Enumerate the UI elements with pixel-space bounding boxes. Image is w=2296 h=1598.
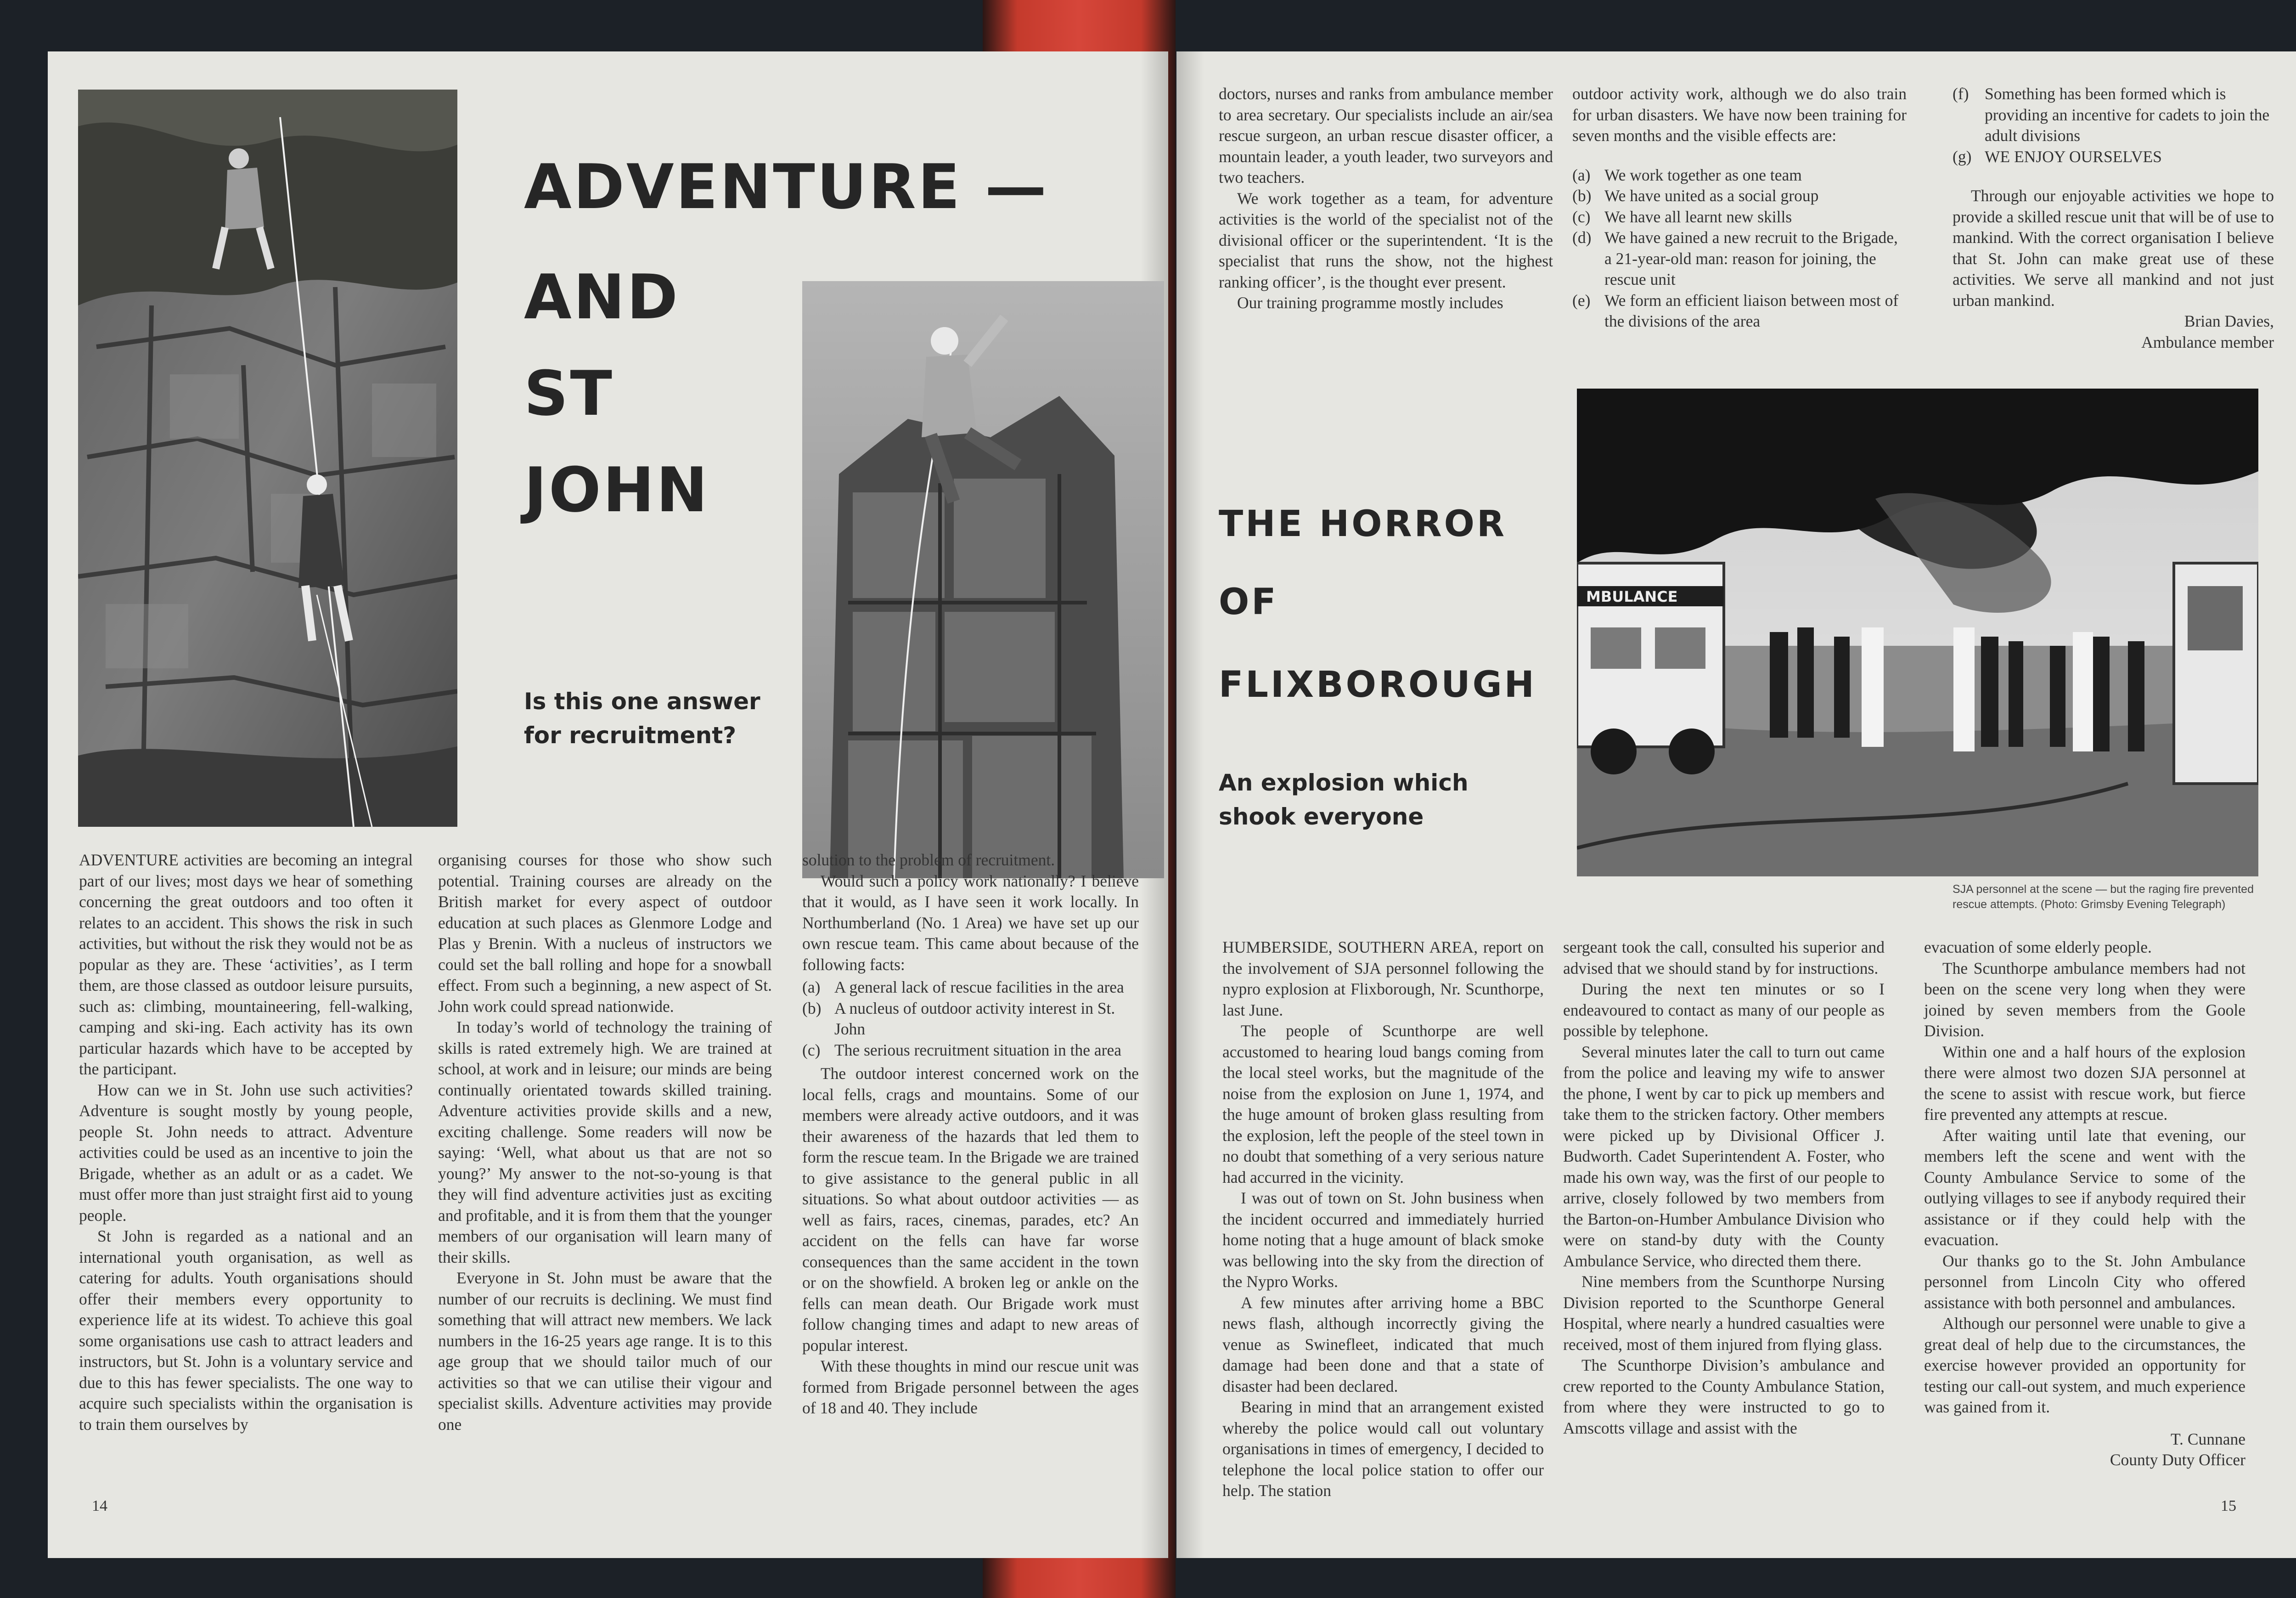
article-column-7 (1222, 937, 1544, 1502)
headline-line-2: AND (524, 261, 680, 333)
climbing-photo-1 (78, 90, 457, 827)
author-role: County Duty Officer (2110, 1451, 2245, 1469)
paragraph: Although our personnel were unable to give a great deal of help due to the circumstances, the exercise however provided an opportunity for testing our call-out system, and much experience was gained from it. (1924, 1314, 2245, 1416)
paragraph: How can we in St. John use such activities? Adventure is sought mostly by young people, people St. John needs to attract. Adventure activities could be used as an incentive to join the Brigade, whether as an adult or as a cadet. We must offer more than just straight first aid to young people. (79, 1080, 413, 1225)
paragraph: Our training programme mostly includes (1237, 294, 1503, 312)
flix-headline-line-3: FLIXBOROUGH (1219, 664, 1536, 706)
photo-caption: SJA personnel at the scene — but the raging fire prevented rescue attempts. (Photo: Grimsby Evening Telegraph) (1953, 883, 2254, 911)
headline-line-4: JOHN (524, 454, 710, 526)
author-name: Brian Davies, (2184, 312, 2274, 330)
flix-headline-line-2: OF (1219, 582, 1278, 623)
paragraph: The Scunthorpe ambulance members had not been on the scene very long when they were joined by seven members from the Goole Division. (1924, 959, 2245, 1040)
paragraph: We work together as a team, for adventure activities is the world of the specialist not of the divisional officer or the superintendent. ‘It is the specialist that runs the show, not the highest ranking officer’, is the thought ever present. (1219, 189, 1553, 291)
article-column-4 (1219, 84, 1553, 314)
list-item: (f) Something has been formed which is providing an incentive for cadets to join the adult divisions (1953, 85, 2270, 145)
paragraph: Bearing in mind that an arrangement existed whereby the police would call out voluntary organisations in times of emergency, I decided to telephone the local police station to offer our help. The station (1222, 1398, 1544, 1500)
paragraph: I was out of town on St. John business when the incident occurred and immediately hurried home noting that a huge amount of black smoke was bellowing into the sky from the direction of the Nypro Works. (1222, 1189, 1544, 1291)
paragraph: sergeant took the call, consulted his superior and advised that we should stand by for instructions. (1563, 938, 1885, 977)
paragraph: evacuation of some elderly people. (1924, 938, 2152, 956)
list-item: (b) We have united as a social group (1572, 186, 1819, 205)
left-page (48, 51, 1168, 1558)
list-item: (a) We work together as one team (1572, 165, 1802, 184)
article-column-3 (802, 850, 1139, 1419)
list-item: (d) We have gained a new recruit to the Brigade, a 21-year-old man: reason for joining, the rescue unit (1572, 228, 1898, 288)
facts-list (802, 977, 1139, 1061)
paragraph: A few minutes after arriving home a BBC news flash, although incorrectly giving the venue as Swinefleet, indicated that much damage had been done and that a state of disaster had been declared. (1222, 1293, 1544, 1395)
paragraph: HUMBERSIDE, SOUTHERN AREA, report on the involvement of SJA personnel following the nypro explosion at Flixborough, Nr. Scunthorpe, last June. (1222, 938, 1544, 1019)
right-page (1176, 51, 2296, 1558)
paragraph: Nine members from the Scunthorpe Nursing Division reported to the Scunthorpe General Hospital, where nearly a hundred casualties were received, most of them injured from flying glass. (1563, 1272, 1885, 1354)
list-item: (c) The serious recruitment situation in the area (802, 1040, 1121, 1059)
paragraph: solution to the problem of recruitment. (802, 851, 1055, 869)
effects-list (1572, 165, 1907, 332)
article-column-9 (1924, 937, 2245, 1471)
paragraph: Everyone in St. John must be aware that the number of our recruits is declining. We must find something that will attract new members. We lack numbers in the 16-25 years age range. It is to this age group that we should tailor much of our activities so that we can utilise their vigour and specialist skills. Adventure activities may provide one (438, 1269, 772, 1434)
list-item: (c) We have all learnt new skills (1572, 207, 1792, 226)
ambulance (1577, 563, 1724, 774)
paragraph: outdoor activity work, although we do also train for urban disasters. We have now been training for seven months and the visible effects are: (1572, 85, 1907, 145)
climbing-photo-2 (802, 281, 1164, 878)
article-column-2 (438, 850, 772, 1435)
article-column-6 (1953, 84, 2274, 353)
ambulance-sign: MBULANCE (1586, 588, 1678, 605)
paragraph: doctors, nurses and ranks from ambulance member to area secretary. Our specialists include an air/sea rescue surgeon, an urban rescue disaster officer, a mountain leader, a youth leader, two surveyors and two teachers. (1219, 85, 1553, 186)
paragraph: Through our enjoyable activities we hope to provide a skilled rescue unit that will be of use to mankind. With the correct organisation I believe that St. John can make great use of these activities. We serve all mankind and not just urban mankind. (1953, 186, 2274, 310)
effects-list-continued (1953, 84, 2274, 167)
paragraph: organising courses for those who show such potential. Training courses are already on the British market for every aspect of outdoor education at such places as Glenmore Lodge and Plas y Brenin. With a nucleus of instructors we could set the ball rolling and hope for a snowball effect. From such a beginning, a new aspect of St. John work could spread nationwide. (438, 851, 772, 1016)
paragraph: During the next ten minutes or so I endeavoured to contact as many of our people as possible by telephone. (1563, 980, 1885, 1040)
page-number: 14 (92, 1497, 107, 1514)
author-name: T. Cunnane (2171, 1429, 2245, 1448)
fire-engine (2174, 563, 2258, 784)
headline-line-3: ST (524, 358, 614, 429)
paragraph: Within one and a half hours of the explosion there were almost two dozen SJA personnel at the scene to assist with rescue work, but fierce fire prevented any attempts at rescue. (1924, 1042, 2245, 1124)
paragraph: After waiting until late that evening, our members left the scene and went with the County Ambulance Service to some of the outlying villages to see if anybody required their assistance or if they could help with the evacuation. (1924, 1126, 2245, 1249)
list-item: (a) A general lack of rescue facilities in the area (802, 978, 1124, 996)
subhead-line-1: Is this one answer (524, 688, 760, 715)
paragraph: St John is regarded as a national and an international youth organisation, as well as catering for adults. Youth organisations should offer their members every opportunity to experience life at its widest. To achieve this goal some organisations use cash to attract leaders and instructors, but St. John is a voluntary service and due to this has fewer specialists. The one way to acquire such specialists within the organisation is to train them ourselves by (79, 1227, 413, 1434)
subhead-line-2: for recruitment? (524, 722, 737, 749)
flix-subhead-line-1: An explosion which (1219, 769, 1469, 796)
article-column-5 (1572, 84, 1907, 335)
paragraph: The outdoor interest concerned work on the local fells, crags and mountains. Some of our members were already active outdoors, and it was their awareness of the hazards that led them to form the rescue team. In the Brigade we are trained to give assistance to the general public in all situations. So what about outdoor activities — as well as fairs, races, cinemas, parades, etc? An accident on the fells can have far worse consequences than the same accident in the town or on the showfield. A broken leg or ankle on the fells can mean death. Our Brigade work must follow changing times and adapt to new areas of popular interest. (802, 1064, 1139, 1355)
article-column-8 (1563, 937, 1885, 1439)
paragraph: In today’s world of technology the training of skills is rated extremely high. We are trained at school, at work and in leisure; our minds are being continually orientated towards skilled training. Adventure activities provide skills and a new, exciting challenge. Some readers will now be saying: ‘Well, what about us that are not so young?’ My answer to the not-so-young is that they will find adventure activities just as exciting and profitable, and it is from them that the younger members of our organisation will learn many of their skills. (438, 1018, 772, 1266)
paragraph: Several minutes later the call to turn out came from the police and leaving my wife to answer the phone, I went by car to pick up members and take them to the stricken factory. Other members were picked up by Divisional Officer J. Budworth. Cadet Superintendent A. Foster, who made his own way, was the first of our people to arrive, closely followed by two members from the Barton-on-Humber Ambulance Division who were on stand-by duty with the County Ambulance Service, who directed them there. (1563, 1042, 1885, 1270)
page-number: 15 (2221, 1497, 2236, 1514)
article-column-1 (79, 850, 413, 1435)
paragraph: The people of Scunthorpe are well accustomed to hearing loud bangs coming from the local steel works, but the magnitude of the noise from the explosion on June 1, 1974, and the huge amount of broken glass resulting from the explosion, left the people of the steel town in no doubt that something of a very serious nature had accurred in the vicinity. (1222, 1022, 1544, 1186)
paragraph: Our thanks go to the St. John Ambulance personnel from Lincoln City who offered assistance with both personnel and ambulances. (1924, 1251, 2245, 1312)
paragraph: The Scunthorpe Division’s ambulance and crew reported to the County Ambulance Station, from where they were instructed to go to Amscotts village and assist with the (1563, 1356, 1885, 1437)
list-item: (b) A nucleus of outdoor activity interest in St. John (802, 999, 1115, 1038)
author-role: Ambulance member (2141, 333, 2274, 351)
paragraph: ADVENTURE activities are becoming an integral part of our lives; most days we hear of something concerning the great outdoors and too often it relates to an accident. This shows the risk in such activities, but without the risk they would not be as popular as they are. These ‘activities’, as I term them, are those classed as outdoor leisure pursuits, such as: climbing, mountaineering, fell-walking, camping and ski-ing. Each activity has its own particular hazards which have to be accepted by the participant. (79, 851, 413, 1078)
paragraph: Would such a policy work nationally? I believe that it would, as I have seen it work locally. In Northumberland (No. 1 Area) we have set up our own rescue team. This came about because of the following facts: (802, 871, 1139, 974)
flix-subhead-line-2: shook everyone (1219, 803, 1424, 830)
list-item: (g) WE ENJOY OURSELVES (1953, 147, 2162, 166)
paragraph: With these thoughts in mind our rescue unit was formed from Brigade personnel between the ages of 18 and 40. They include (802, 1357, 1139, 1417)
list-item: (e) We form an efficient liaison between most of the divisions of the area (1572, 291, 1899, 330)
headline-line-1: ADVENTURE — (524, 151, 1048, 223)
flix-headline-line-1: THE HORROR (1219, 503, 1507, 545)
fire-scene-photo (1577, 389, 2258, 876)
